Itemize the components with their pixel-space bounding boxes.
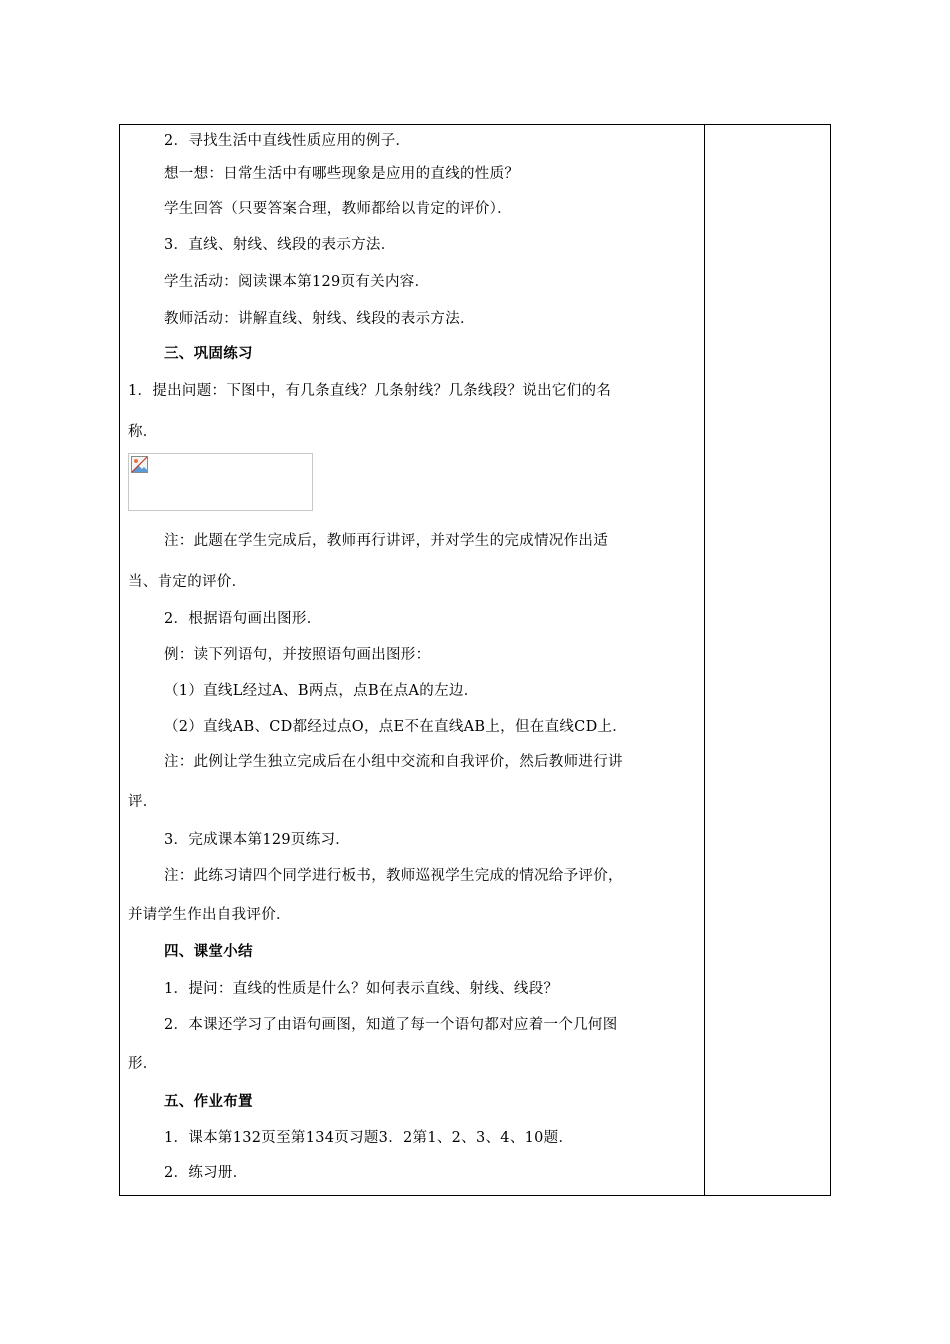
text-line: 当、肯定的评价． [128, 574, 247, 590]
text-line: 评． [128, 794, 158, 810]
text-line: 3．直线、射线、线段的表示方法． [164, 237, 396, 253]
text-line: 想一想：日常生活中有哪些现象是应用的直线的性质？ [164, 166, 520, 182]
column-divider [704, 125, 705, 1195]
section-heading-homework: 五、作业布置 [164, 1094, 253, 1110]
text-line: （2）直线AB、CD都经过点O，点E不在直线AB上，但在直线CD上． [164, 719, 628, 735]
text-line: 1．课本第132页至第134页习题3．2第1、2、3、4、10题． [164, 1130, 574, 1146]
text-line: 学生活动：阅读课本第129页有关内容． [164, 274, 430, 290]
text-line: 注：此练习请四个同学进行板书，教师巡视学生完成的情况给予评价， [164, 868, 623, 884]
lesson-table [119, 124, 831, 1196]
section-heading-practice: 三、巩固练习 [164, 346, 253, 362]
text-line: 2．根据语句画出图形． [164, 611, 322, 627]
text-line: 例：读下列语句，并按照语句画出图形： [164, 647, 431, 663]
text-line: 学生回答（只要答案合理，教师都给以肯定的评价）． [164, 201, 512, 217]
text-line: 3．完成课本第129页练习． [164, 832, 351, 848]
text-line: 1．提出问题：下图中，有几条直线？几条射线？几条线段？说出它们的名 [128, 383, 612, 399]
figure-image [128, 453, 313, 511]
text-line: 称． [128, 424, 158, 440]
text-line: 注：此题在学生完成后，教师再行讲评，并对学生的完成情况作出适 [164, 533, 608, 549]
text-line: 2．本课还学习了由语句画图，知道了每一个语句都对应着一个几何图 [164, 1017, 618, 1033]
text-line: 注：此例让学生独立完成后在小组中交流和自我评价，然后教师进行讲 [164, 754, 623, 770]
text-line: 形． [128, 1056, 158, 1072]
broken-image-icon [131, 456, 148, 473]
text-line: 1．提问：直线的性质是什么？如何表示直线、射线、线段？ [164, 981, 559, 997]
text-line: 2．寻找生活中直线性质应用的例子． [164, 133, 411, 149]
lesson-content-cell [120, 125, 704, 1195]
text-line: 教师活动：讲解直线、射线、线段的表示方法． [164, 311, 475, 327]
text-line: 并请学生作出自我评价． [128, 907, 291, 923]
text-line: 2．练习册． [164, 1165, 248, 1181]
section-heading-summary: 四、课堂小结 [164, 944, 253, 960]
text-line: （1）直线L经过A、B两点，点B在点A的左边． [164, 683, 479, 699]
